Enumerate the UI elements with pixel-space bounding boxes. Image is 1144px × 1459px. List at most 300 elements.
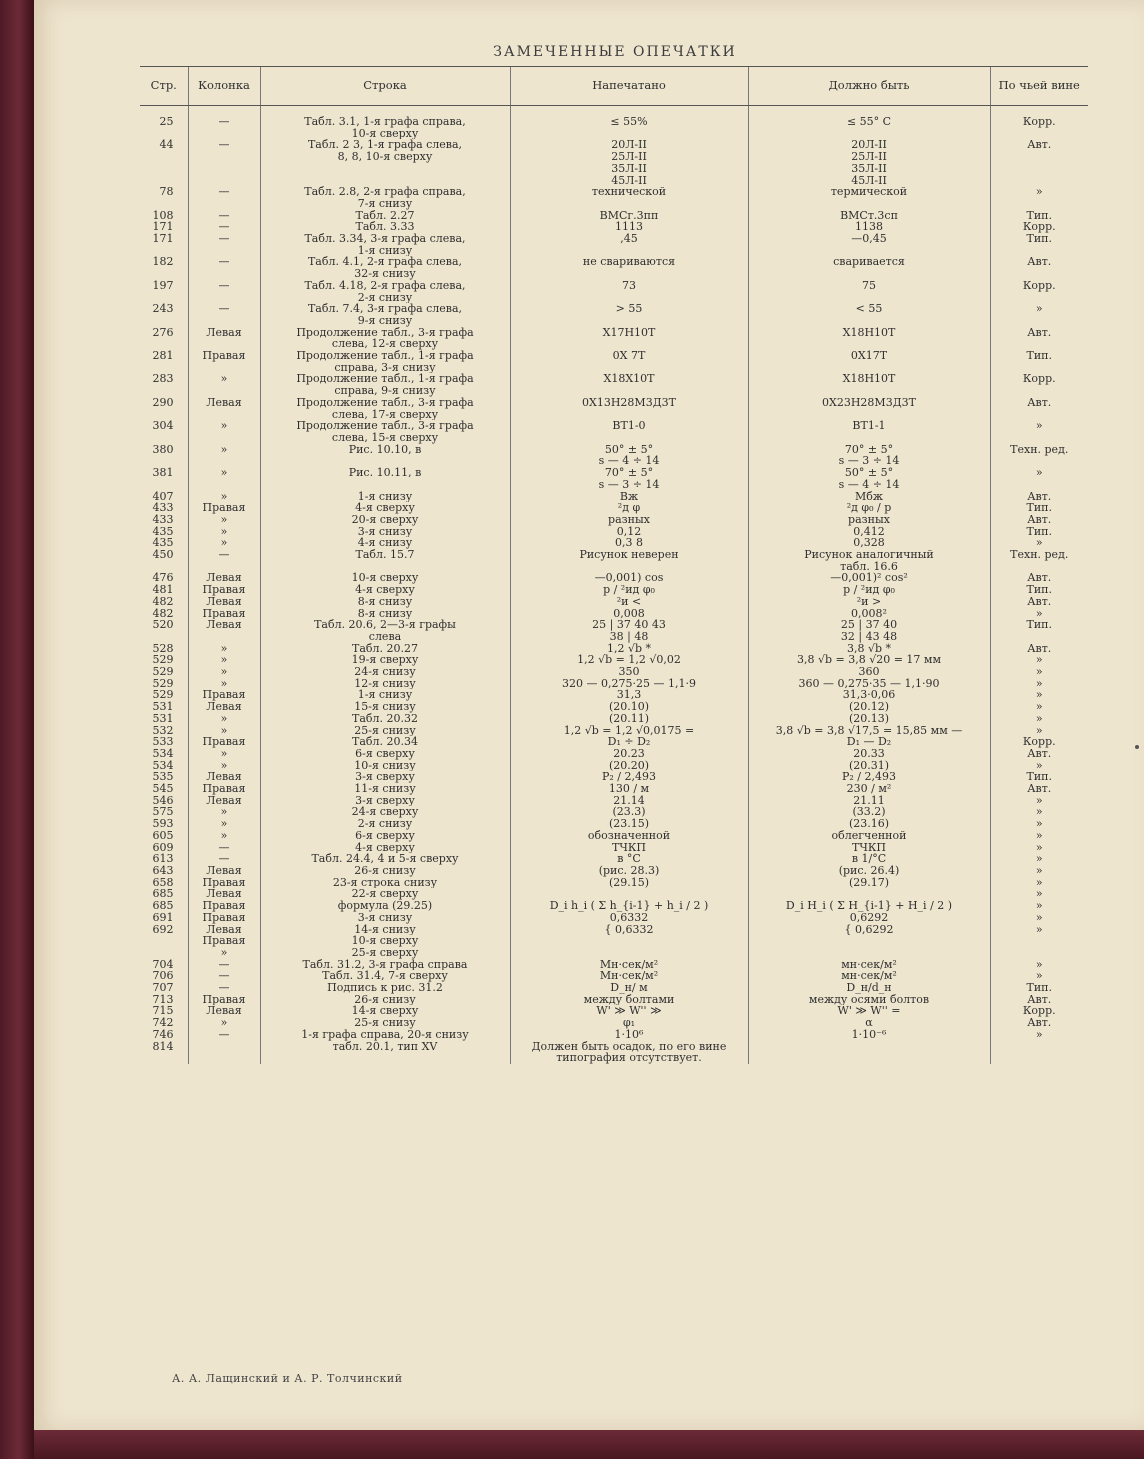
cell-printed: Вж <box>510 491 748 503</box>
cell-page: 575 <box>152 806 174 819</box>
cell-should-be: 1138 <box>748 221 990 233</box>
cell-page: 78 <box>159 186 174 199</box>
cell-should-be: Х18Н10Т <box>748 327 990 350</box>
cell-printed: ²д φ <box>510 502 748 514</box>
cell-page: 529 <box>152 666 174 678</box>
cell-should-be: 3,8 √b * <box>748 643 990 655</box>
cell-line: Продолжение табл., 1-я графа справа, 9-я снизу <box>260 373 510 396</box>
cell-line: 20-я сверху <box>260 514 510 526</box>
cell-column: » <box>188 678 260 690</box>
cell-printed: W' ≫ W'' ≫ <box>510 1005 748 1017</box>
cell-line: 1-я графа справа, 20-я снизу <box>260 1029 510 1041</box>
cell-should-be: термической <box>748 186 990 209</box>
cell-column: — <box>188 1029 260 1041</box>
cell-line: 15-я снизу <box>260 701 510 713</box>
table-row <box>140 924 1088 936</box>
cell-fault: Тип. <box>990 771 1088 783</box>
cell-page: 25 <box>159 115 174 128</box>
cell-page: 704 <box>152 958 174 971</box>
cell-page: 44 <box>159 139 174 152</box>
cell-line: Табл. 7.4, 3-я графа слева, 9-я снизу <box>260 303 510 326</box>
cell-column: » <box>188 818 260 830</box>
table-row <box>140 233 1088 256</box>
cell-page: 171 <box>152 221 174 234</box>
table-row <box>140 806 1088 818</box>
cell-fault: » <box>990 654 1088 666</box>
cell-printed: 50° ± 5° s — 4 ÷ 14 <box>510 444 748 467</box>
table-row <box>140 106 1088 140</box>
table-row <box>140 736 1088 748</box>
cell-fault: » <box>990 608 1088 620</box>
cell-column: Левая <box>188 888 260 900</box>
table-row <box>140 1005 1088 1017</box>
cell-line: Табл. 15.7 <box>260 549 510 572</box>
cell-fault: » <box>990 186 1088 209</box>
cell-fault: Тип. <box>990 502 1088 514</box>
cell-fault: » <box>990 689 1088 701</box>
cell-fault: Авт. <box>990 327 1088 350</box>
cell-printed: (23.15) <box>510 818 748 830</box>
cell-column: — <box>188 256 260 279</box>
cell-page <box>140 935 188 947</box>
cell-line: 14-я снизу <box>260 924 510 936</box>
cell-fault: Авт. <box>990 139 1088 186</box>
cell-fault: Тип. <box>990 619 1088 642</box>
cell-page: 643 <box>152 865 174 877</box>
cell-line: 3-я снизу <box>260 912 510 924</box>
cell-line: Табл. 24.4, 4 и 5-я сверху <box>260 853 510 865</box>
table-row <box>140 947 1088 959</box>
cell-should-be: 31,3·0,06 <box>748 689 990 701</box>
cell-page: 531 <box>152 701 174 713</box>
cell-line: Табл. 2 3, 1-я графа слева, 8, 8, 10-я сверху <box>260 139 510 186</box>
cell-page: 108 <box>152 209 174 222</box>
cell-should-be: 25 | 37 40 32 | 43 48 <box>748 619 990 642</box>
cell-column: — <box>188 186 260 209</box>
cell-column: — <box>188 303 260 326</box>
cell-should-be: P₂ / 2,493 <box>748 771 990 783</box>
table-row <box>140 303 1088 326</box>
cell-printed: Рисунок неверен <box>510 549 748 572</box>
cell-printed: D₁ ÷ D₂ <box>510 736 748 748</box>
cell-line: Продолжение табл., 3-я графа слева, 17-я сверху <box>260 397 510 420</box>
cell-page: 529 <box>152 689 174 702</box>
cell-column: — <box>188 853 260 865</box>
cell-column: Левая <box>188 619 260 642</box>
cell-column: Левая <box>188 924 260 936</box>
cell-line: формула (29.25) <box>260 900 510 912</box>
cell-fault: » <box>990 818 1088 830</box>
cell-line: 25-я сверху <box>260 947 510 959</box>
cell-fault: Техн. ред. <box>990 444 1088 467</box>
cell-line: 3-я снизу <box>260 526 510 538</box>
cell-printed: 1,2 √b = 1,2 √0,0175 = <box>510 725 748 737</box>
cell-printed: в °С <box>510 853 748 865</box>
cell-column: » <box>188 713 260 725</box>
cell-fault <box>990 1041 1088 1064</box>
cell-should-be: (рис. 26.4) <box>748 865 990 877</box>
cell-column: Правая <box>188 900 260 912</box>
table-row <box>140 912 1088 924</box>
cell-fault: » <box>990 713 1088 725</box>
cell-should-be: 0Х17Т <box>748 350 990 373</box>
cell-page: 814 <box>152 1040 174 1053</box>
signature: А. А. Лащинский и А. Р. Толчинский <box>172 1372 403 1385</box>
cell-fault: Техн. ред. <box>990 549 1088 572</box>
cell-line: 1-я снизу <box>260 491 510 503</box>
cell-fault: Авт. <box>990 596 1088 608</box>
cell-page: 407 <box>152 490 174 503</box>
cell-line: Табл. 31.2, 3-я графа справа <box>260 959 510 971</box>
cell-should-be: между осями болтов <box>748 994 990 1006</box>
cell-printed: обозначенной <box>510 830 748 842</box>
cell-column: Правая <box>188 736 260 748</box>
cell-printed: технической <box>510 186 748 209</box>
table-row <box>140 654 1088 666</box>
cell-column: — <box>188 221 260 233</box>
cell-column: Правая <box>188 584 260 596</box>
cell-column: » <box>188 373 260 396</box>
cell-fault: Авт. <box>990 397 1088 420</box>
cell-page: 746 <box>152 1028 174 1041</box>
cell-page: 281 <box>152 350 174 363</box>
cell-fault: » <box>990 467 1088 490</box>
cell-should-be: мн·сек/м² <box>748 959 990 971</box>
cell-fault: » <box>990 760 1088 772</box>
cell-printed: 1,2 √b = 1,2 √0,02 <box>510 654 748 666</box>
cell-page: 605 <box>152 829 174 842</box>
cell-page: 593 <box>152 818 174 830</box>
table-row <box>140 689 1088 701</box>
cell-page: 380 <box>152 443 174 456</box>
table-row <box>140 596 1088 608</box>
cell-printed: между болтами <box>510 994 748 1006</box>
cell-fault: » <box>990 900 1088 912</box>
cell-line: 10-я сверху <box>260 572 510 584</box>
cell-page: 531 <box>152 712 174 725</box>
cell-page: 609 <box>152 841 174 854</box>
cell-column <box>188 1041 260 1064</box>
cell-should-be: { 0,6292 <box>748 924 990 936</box>
cell-line: Табл. 20.27 <box>260 643 510 655</box>
cell-column: Левая <box>188 596 260 608</box>
cell-printed: 1,2 √b * <box>510 643 748 655</box>
cell-should-be: p / ²ид φ₀ <box>748 584 990 596</box>
cell-should-be: (20.31) <box>748 760 990 772</box>
cell-column: — <box>188 970 260 982</box>
cell-fault: Авт. <box>990 994 1088 1006</box>
cell-fault: Авт. <box>990 1017 1088 1029</box>
cell-line: 23-я строка снизу <box>260 877 510 889</box>
cell-printed <box>510 888 748 900</box>
cell-fault: » <box>990 842 1088 854</box>
cell-page: 304 <box>152 420 174 433</box>
cell-line: 14-я сверху <box>260 1005 510 1017</box>
table-row <box>140 935 1088 947</box>
cell-should-be <box>748 947 990 959</box>
cell-page: 243 <box>152 303 174 316</box>
cell-line: 22-я сверху <box>260 888 510 900</box>
cell-column: Левая <box>188 397 260 420</box>
cell-line: Табл. 4.18, 2-я графа слева, 2-я снизу <box>260 280 510 303</box>
cell-should-be: ТЧКП <box>748 842 990 854</box>
cell-column: Правая <box>188 877 260 889</box>
table-row <box>140 280 1088 303</box>
cell-page: 692 <box>152 923 174 936</box>
cell-fault: Авт. <box>990 783 1088 795</box>
table-row <box>140 467 1088 490</box>
table-row <box>140 373 1088 396</box>
cell-printed: Х18Х10Т <box>510 373 748 396</box>
cell-column: » <box>188 514 260 526</box>
header-should-be: Должно быть <box>748 67 990 106</box>
cell-printed: 0,008 <box>510 608 748 620</box>
cell-printed: 70° ± 5° s — 3 ÷ 14 <box>510 467 748 490</box>
cell-printed: Х17Н10Т <box>510 327 748 350</box>
table-row <box>140 397 1088 420</box>
cell-printed: 0Х 7Т <box>510 350 748 373</box>
cell-should-be <box>748 935 990 947</box>
cell-line: Продолжение табл., 3-я графа слева, 15-я сверху <box>260 420 510 443</box>
cell-should-be: 21.11 <box>748 795 990 807</box>
cell-fault: » <box>990 877 1088 889</box>
table-row <box>140 643 1088 655</box>
cell-fault: Авт. <box>990 256 1088 279</box>
table-row <box>140 666 1088 678</box>
cell-column: » <box>188 760 260 772</box>
cell-line: Продолжение табл., 3-я графа слева, 12-я сверху <box>260 327 510 350</box>
cell-printed: Мн·сек/м² <box>510 959 748 971</box>
table-row <box>140 748 1088 760</box>
cell-fault: » <box>990 666 1088 678</box>
cell-printed: 31,3 <box>510 689 748 701</box>
cell-printed: (23.3) <box>510 806 748 818</box>
cell-column: Правая <box>188 608 260 620</box>
cell-should-be: W' ≫ W'' = <box>748 1005 990 1017</box>
cell-page: 433 <box>152 502 174 514</box>
cell-should-be: разных <box>748 514 990 526</box>
cell-line: 24-я сверху <box>260 806 510 818</box>
cell-column: » <box>188 526 260 538</box>
cell-column: — <box>188 982 260 994</box>
cell-printed: (20.11) <box>510 713 748 725</box>
cell-printed: 1113 <box>510 221 748 233</box>
cell-printed: 0,6332 <box>510 912 748 924</box>
cell-line: 6-я сверху <box>260 748 510 760</box>
cell-page: 546 <box>152 794 174 807</box>
cell-line: 8-я снизу <box>260 596 510 608</box>
cell-should-be: Мбж <box>748 491 990 503</box>
cell-line: Продолжение табл., 1-я графа справа, 3-я снизу <box>260 350 510 373</box>
cell-line: Табл. 3.33 <box>260 221 510 233</box>
cell-page: 685 <box>152 888 174 901</box>
cell-should-be: сваривается <box>748 256 990 279</box>
table-row <box>140 350 1088 373</box>
cell-printed: ТЧКП <box>510 842 748 854</box>
cell-page: 283 <box>152 373 174 386</box>
cell-should-be: ≤ 55° С <box>748 106 990 140</box>
cell-line: 4-я сверху <box>260 842 510 854</box>
table-row <box>140 491 1088 503</box>
cell-line: 25-я снизу <box>260 725 510 737</box>
table-row <box>140 725 1088 737</box>
cell-page: 707 <box>152 982 174 994</box>
cell-fault: Авт. <box>990 748 1088 760</box>
cell-column: Левая <box>188 795 260 807</box>
cell-line: 26-я снизу <box>260 994 510 1006</box>
cell-page: 613 <box>152 853 174 865</box>
cell-printed: D_i h_i ( Σ h_{i-1} + h_i / 2 ) <box>510 900 748 912</box>
table-row <box>140 139 1088 186</box>
cell-printed: 0,3 8 <box>510 537 748 549</box>
cell-column: Левая <box>188 1005 260 1017</box>
cell-fault: Авт. <box>990 514 1088 526</box>
cell-fault <box>990 947 1088 959</box>
cell-column: — <box>188 280 260 303</box>
cell-column: » <box>188 491 260 503</box>
page-speck <box>1135 745 1139 749</box>
cell-column: — <box>188 139 260 186</box>
cell-fault: Тип. <box>990 584 1088 596</box>
cell-column: — <box>188 210 260 222</box>
cell-line: 6-я сверху <box>260 830 510 842</box>
cell-printed: (рис. 28.3) <box>510 865 748 877</box>
cell-page: 706 <box>152 970 174 983</box>
cell-should-be: 360 — 0,275·35 — 1,1·90 <box>748 678 990 690</box>
cell-printed: φ₁ <box>510 1017 748 1029</box>
cell-should-be: (20.12) <box>748 701 990 713</box>
cell-line: Табл. 3.1, 1-я графа справа, 10-я сверху <box>260 106 510 140</box>
cell-line: 4-я сверху <box>260 584 510 596</box>
cell-page: 435 <box>152 525 174 538</box>
cell-line: Табл. 20.32 <box>260 713 510 725</box>
table-row <box>140 865 1088 877</box>
errata-table <box>140 66 1088 1064</box>
cell-printed: 73 <box>510 280 748 303</box>
cell-line: Подпись к рис. 31.2 <box>260 982 510 994</box>
cell-column: » <box>188 830 260 842</box>
table-row <box>140 877 1088 889</box>
cell-printed: D_н/ м <box>510 982 748 994</box>
table-row <box>140 795 1088 807</box>
table-row <box>140 256 1088 279</box>
cell-printed: 25 | 37 40 43 38 | 48 <box>510 619 748 642</box>
cell-printed: { 0,6332 <box>510 924 748 936</box>
table-row <box>140 678 1088 690</box>
cell-should-be: D_i H_i ( Σ H_{i-1} + H_i / 2 ) <box>748 900 990 912</box>
cell-page: 481 <box>152 584 174 596</box>
table-row <box>140 994 1088 1006</box>
cell-printed: P₂ / 2,493 <box>510 771 748 783</box>
table-row <box>140 221 1088 233</box>
cell-page: 197 <box>152 279 174 292</box>
cell-column: » <box>188 806 260 818</box>
cell-page: 545 <box>152 783 174 795</box>
cell-fault: » <box>990 970 1088 982</box>
cell-line: Табл. 4.1, 2-я графа слева, 32-я снизу <box>260 256 510 279</box>
cell-page: 715 <box>152 1005 174 1018</box>
cell-should-be: < 55 <box>748 303 990 326</box>
table-row <box>140 502 1088 514</box>
cell-column: » <box>188 666 260 678</box>
cell-page: 381 <box>152 467 174 480</box>
cell-line: 10-я снизу <box>260 760 510 772</box>
cell-printed <box>510 935 748 947</box>
cell-page: 476 <box>152 572 174 585</box>
header-page: Стр. <box>140 67 188 106</box>
cell-page: 182 <box>152 256 174 269</box>
cell-column: Левая <box>188 865 260 877</box>
cell-column: Правая <box>188 502 260 514</box>
cell-should-be: ²д φ₀ / p <box>748 502 990 514</box>
cell-line: Табл. 20.6, 2—3-я графы слева <box>260 619 510 642</box>
table-row <box>140 853 1088 865</box>
table-row <box>140 549 1088 572</box>
header-printed: Напечатано <box>510 67 748 106</box>
cell-printed: > 55 <box>510 303 748 326</box>
cell-column: — <box>188 842 260 854</box>
cell-column: Левая <box>188 701 260 713</box>
cell-should-be: 0,328 <box>748 537 990 549</box>
table-row <box>140 327 1088 350</box>
table-row <box>140 842 1088 854</box>
table-row <box>140 771 1088 783</box>
table-row <box>140 888 1088 900</box>
cell-should-be <box>748 1041 990 1064</box>
cell-line: 12-я снизу <box>260 678 510 690</box>
cell-column: » <box>188 725 260 737</box>
cell-column: Правая <box>188 912 260 924</box>
cell-printed: Должен быть осадок, по его вине типография отсутствует. <box>510 1041 748 1064</box>
header-fault: По чьей вине <box>990 67 1088 106</box>
cell-page: 276 <box>152 326 174 339</box>
table-row <box>140 537 1088 549</box>
cell-should-be: 360 <box>748 666 990 678</box>
cell-printed: p / ²ид φ₀ <box>510 584 748 596</box>
cell-printed: не свариваются <box>510 256 748 279</box>
cell-line: Табл. 20.34 <box>260 736 510 748</box>
cell-page: 533 <box>152 736 174 748</box>
cell-should-be: Рисунок аналогичный табл. 16.6 <box>748 549 990 572</box>
cell-line: Рис. 10.11, в <box>260 467 510 490</box>
cell-line: Табл. 2.8, 2-я графа справа, 7-я снизу <box>260 186 510 209</box>
cell-should-be: 0,008² <box>748 608 990 620</box>
table-row <box>140 713 1088 725</box>
cell-page: 482 <box>152 595 174 608</box>
table-row <box>140 420 1088 443</box>
cell-line: 2-я снизу <box>260 818 510 830</box>
cell-fault: Корр. <box>990 106 1088 140</box>
table-row <box>140 526 1088 538</box>
cell-printed: (20.10) <box>510 701 748 713</box>
cell-printed: 130 / м <box>510 783 748 795</box>
cell-should-be: D_н/d_н <box>748 982 990 994</box>
cell-should-be: —0,001)² cos² <box>748 572 990 584</box>
cell-line: Табл. 2.27 <box>260 210 510 222</box>
cell-column: » <box>188 1017 260 1029</box>
cell-column: » <box>188 947 260 959</box>
table-row <box>140 619 1088 642</box>
cell-fault: » <box>990 303 1088 326</box>
cell-column: » <box>188 654 260 666</box>
header-column: Колонка <box>188 67 260 106</box>
cell-column: » <box>188 444 260 467</box>
cell-fault: » <box>990 1029 1088 1041</box>
cell-page: 529 <box>152 677 174 690</box>
cell-fault: » <box>990 853 1088 865</box>
cell-should-be <box>748 888 990 900</box>
cell-page: 713 <box>152 993 174 1006</box>
